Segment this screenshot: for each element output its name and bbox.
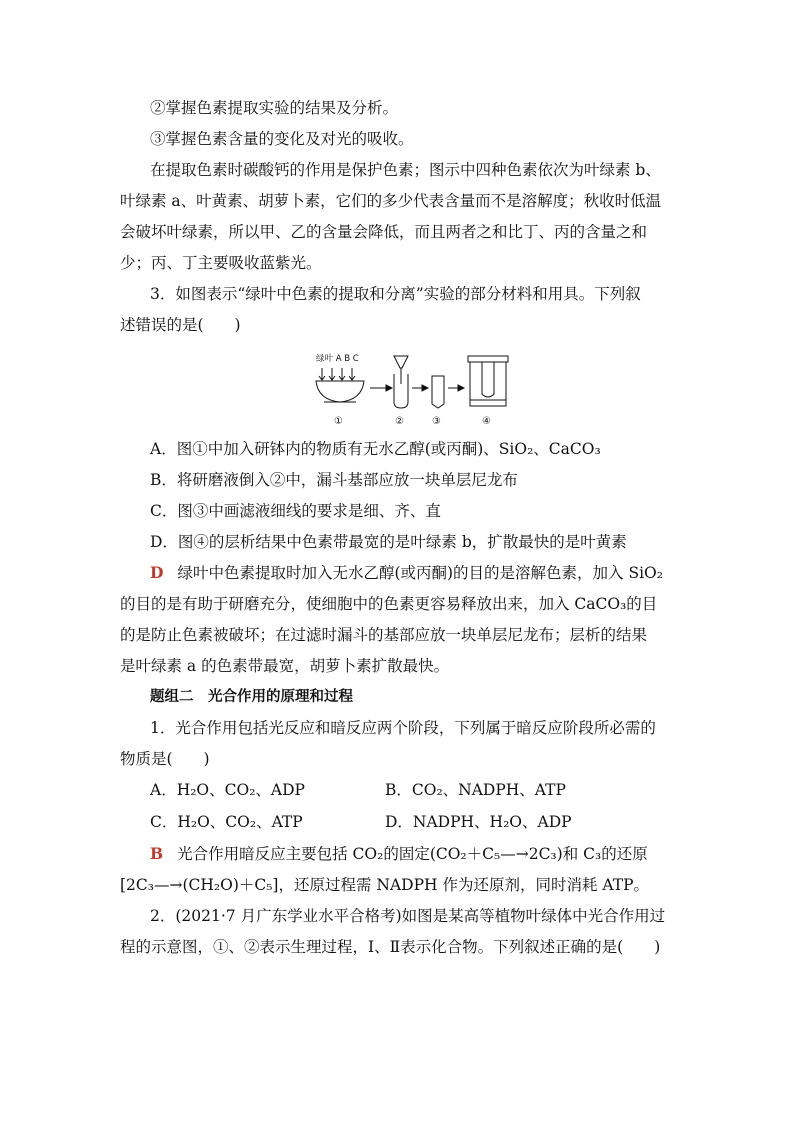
answer-text: 光合作用暗反应主要包括 CO₂的固定(CO₂＋C₅—→2C₃)和 C₃的还原 [177,845,648,863]
arrow-icon [448,385,464,391]
section-title: 题组二 光合作用的原理和过程 [150,689,353,705]
objective-2: ②掌握色素提取实验的结果及分析。 [150,99,399,117]
figure-label-1: ① [334,416,343,427]
question-3-stem: 述错误的是( ) [120,316,241,334]
q1-option-a: A．H₂O、CO₂、ADP [150,781,305,799]
explanation-line: 在提取色素时碳酸钙的作用是保护色素；图示中四种色素依次为叶绿素 b、 [150,161,661,179]
arrow-icon [412,385,428,391]
q3-option-a: A．图①中加入研钵内的物质有无水乙醇(或丙酮)、SiO₂、CaCO₃ [150,440,601,458]
q3-option-c: C．图③中画滤液细线的要求是细、齐、直 [150,502,441,520]
answer-letter: D [150,563,164,582]
question-2-stem: 程的示意图，①、②表示生理过程，Ⅰ、Ⅱ表示化合物。下列叙述正确的是( ) [120,938,661,956]
explanation-line: 少；丙、丁主要吸收蓝紫光。 [120,254,322,272]
q1-option-b: B．CO₂、NADPH、ATP [385,781,566,799]
funnel-tube-icon [394,356,408,408]
question-1-stem: 1．光合作用包括光反应和暗反应两个阶段，下列属于暗反应阶段所必需的 [150,719,656,737]
question-1-stem: 物质是( ) [120,750,210,768]
answer-text: 绿叶中色素提取时加入无水乙醇(或丙酮)的目的是溶解色素，加入 SiO₂ [177,564,663,582]
experiment-figure [308,350,518,428]
arrow-icon [370,385,392,391]
q3-answer-line: 的是防止色素被破坏；在过滤时漏斗的基部应放一块单层尼龙布；层析的结果 [120,626,648,644]
answer-letter: B [150,844,164,863]
q3-answer-line: 的目的是有助于研磨充分，使细胞中的色素更容易释放出来，加入 CaCO₃的目 [120,595,658,613]
figure-label-4: ④ [482,416,491,427]
figure-label-2: ② [395,416,404,427]
q3-option-d: D．图④的层析结果中色素带最宽的是叶绿素 b，扩散最快的是叶黄素 [150,533,627,551]
q1-option-d: D．NADPH、H₂O、ADP [385,813,572,831]
explanation-line: 叶绿素 a、叶黄素、胡萝卜素，它们的多少代表含量而不是溶解度；秋收时低温 [120,192,662,210]
figure-label-3: ③ [432,416,441,427]
question-3-stem: 3．如图表示“绿叶中色素的提取和分离”实验的部分材料和用具。下列叙 [150,285,641,303]
q3-answer-line [150,562,710,584]
mortar-icon [316,368,364,402]
filter-paper-icon [432,376,444,408]
q3-option-b: B．将研磨液倒入②中，漏斗基部应放一块单层尼龙布 [150,471,518,489]
q1-answer-line [150,843,710,865]
q3-answer-line: 是叶绿素 a 的色素带最宽，胡萝卜素扩散最快。 [120,657,450,675]
objective-3: ③掌握色素含量的变化及对光的吸收。 [150,130,414,148]
q1-answer-line: [2C₃—→(CH₂O)＋C₅]，还原过程需 NADPH 作为还原剂，同时消耗 ATP。 [120,876,650,894]
q1-option-c: C．H₂O、CO₂、ATP [150,813,303,831]
beaker-icon [468,356,508,406]
explanation-line: 会破坏叶绿素，所以甲、乙的含量会降低，而且两者之和比丁、丙的含量之和 [120,223,648,241]
leaf-abc-label: 绿叶 A B C [316,354,359,364]
question-2-stem: 2．(2021·7 月广东学业水平合格考)如图是某高等植物叶绿体中光合作用过 [150,907,666,925]
